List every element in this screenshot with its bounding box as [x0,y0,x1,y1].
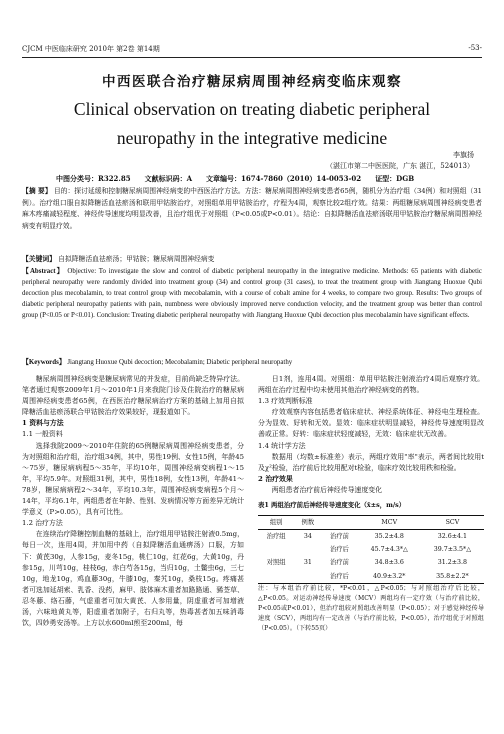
general-data-paragraph: 选择我院2009～2010年住院的65例糖尿病周围神经病变患者，分为对照组和治疗组，治疗组34例，其中，男性19例、女性15例，年龄45～75岁，糖尿病病程5～35年，平均10年，周围神经病变病程1～15年，平均5.9年。对照组31例，其中，男性18例，女性13例，年龄41～78岁，糖尿病病程2～34年，平均10.3年，周围神经病变病程5个月～14年，平均6.1年，两组患者在年龄、性别、发病情况等方面差异无统计学意义（P>0.05），具有可比性。 [22,441,244,517]
abstract-chinese [22,186,482,232]
doc-code: 文献标识码：A [144,174,193,183]
affiliation: （湛江市第二中医医院，广东 湛江，524013） [326,162,474,170]
table-header-cell: MCV [358,516,421,530]
results-paragraph: 两组患者治疗前后神经传导速度变化 [271,485,383,494]
table-cell: 35.8±2.2* [421,570,484,584]
table-cell [294,570,321,584]
classification-line [56,174,448,184]
keywords-en-text: Jiangtang Huoxue Qubi decoction; Mecobalamin; Diabetic peripheral neuropathy [67,359,293,366]
table-header-cell: SCV [421,516,484,530]
table-cell: 对照组 [266,559,286,567]
header-rule [22,57,482,58]
table-cell: 治疗后 [330,546,349,554]
title-english: Clinical observation on treating diabetic peripheral neuropathy in the integrative medicine [73,99,431,148]
table-cell: 治疗前 [330,559,349,567]
table-row [258,530,484,544]
author: 李旗扬 [453,151,474,159]
left-column [22,374,244,629]
table-cell: 32.6±4.1 [437,533,468,541]
subsection-heading-1-2: 1.2 治疗方法 [22,519,63,528]
section-heading-2: 2 治疗效果 [258,474,293,483]
abstract-english [22,266,482,321]
table-row [258,570,484,584]
keywords-en-label: 【Keywords】 [22,359,66,366]
abstract-cn-text: 目的：探讨延缓和控制糖尿病周围神经病变的中西医治疗方法。方法：糖尿病周围神经病变患者65例，随机分为治疗组（34例）和对照组（31例）。治疗组口服自拟降糖活血祛瘀汤和联用甲钴胺治疗，对照组单用甲钴胺治疗，疗程为4周，观察比较2组疗效。结果：两组糖尿病周围神经病变患者麻木疼痛减轻程度、神经传导速度均明显改善，且治疗组优于对照组（P<0.05或P<0.01）。结论：自拟降糖活血祛瘀汤联用甲钴胺治疗糖尿病周围神经病变有明显疗效。 [22,187,482,230]
title-chinese: 中西医联合治疗糖尿病周围神经病变临床观察 [102,74,402,90]
table-header-row [258,516,484,530]
keywords-english [22,356,482,366]
table-cell: 31 [303,559,312,567]
subsection-heading-1-4: 1.4 统计学方法 [258,441,306,450]
abstract-en-label: 【Abstract】 [22,268,65,275]
table-header-cell: 组别 [258,516,294,530]
table-cell: 治疗前 [330,533,349,541]
treatment-cont-paragraph: 日1剂，连用4周。对照组：单用甲钴胺注射液治疗4周后观察疗效。两组在治疗过程中均未使用其他治疗神经病变的药物。 [258,375,484,395]
table-cell: 40.9±3.2* [358,570,421,584]
intro-paragraph: 糖尿病周围神经病变是糖尿病常见的并发症，目前尚缺乏特异疗法。笔者通过观察2009年1月～2010年1月来我院门诊及住院治疗的糖尿病周围神经病变患者65例，在西医治疗糖尿病治疗方案的基础上加用自拟降糖活血祛瘀汤联合甲钴胺治疗效果较好，现报道如下。 [22,375,244,417]
table-cell: 治疗后 [321,570,357,584]
syndrome-type: 证型：DGB [375,174,415,183]
abstract-en-text: Objective: To investigate the slow and control of diabetic peripheral neuropathy in the integrative medicine. Methods: 65 patients with diabetic peripheral neuropathy were randomly divided into treatment group (34) and control group (31 cases), to treat the treatment group with Jiangtang Huoxue Qubi decoction plus mecobalamin, to treat control group with mecobalamin, with a course of cobalt amine for 4 weeks, to compare two group. Results: Two groups of diabetic peripheral neuropathy patients with pain, numbness were obviously improved nerve conduction velocity, and the treatment group was better than control group (P<0.05 or P<0.01). Conclusion: Treating diabetic peripheral neuropathy with Jiangtang Huoxue Qubi decoction plus mecobalamin have significant effects. [22,268,482,319]
page-number: -53- [468,44,482,52]
table-row [258,543,484,556]
table-cell [258,570,294,584]
criteria-paragraph: 疗效观察内容包括患者临床症状、神经系统体征、神经电生理检查。分为显效、好转和无效。显效：临床症状明显减轻，神经传导速度明显改善或正常。好转：临床症状轻度减轻，无效：临床症状无改善。 [258,408,484,439]
table-cell: 治疗组 [266,533,286,541]
journal-info: CJCM 中医临床研究 2010年 第2卷 第14期 [22,45,160,53]
treatment-method-paragraph: 在连续治疗降糖控制血糖的基础上，治疗组用甲钴胺注射液0.5mg，每日一次，连用4周，并加用中药（自拟降糖活血通痹汤）口服，方如下：黄芪30g，人参15g，麦冬15g，桃仁10g，红花6g，大黄10g，丹参15g，川芎10g，桂枝6g，赤白芍各15g，当归10g，土鳖虫6g，三七10g，地龙10g，鸡血藤30g，牛膝10g，秦艽10g，桑枝15g。疼痛甚者可选加延胡索、乳香、没药，麻甲、肢体麻木重者加路路通、豨莶草、忍冬藤、络石藤，气虚重者可加大黄芪、人参用量，阴虚重者可加增液汤，六味地黄丸等，阳虚重者加附子，右归丸等，热毒甚者加五味消毒饮，四妙勇安汤等。上方以水600ml煎至200ml，每 [22,530,244,628]
table-cell: 45.7±4.3*△ [370,546,408,554]
right-column [258,374,484,634]
table-caption: 表1 两组治疗前后神经传导速度变化（x̄±s，m/s） [258,501,406,510]
abstract-cn-label: 【摘 要】 [22,187,52,195]
clc-number: 中图分类号：R322.85 [56,174,131,183]
table-row [258,556,484,569]
table-cell: 34.8±3.6 [374,559,404,567]
statistics-paragraph: 数据用（均数±标准差）表示，两组疗效用"率"表示，两者间比较用t及χ²检验，治疗前后比较用配对t检验，临床疗效比较用秩和检验。 [258,452,484,472]
article-number: 文章编号：1674-7860（2010）14-0053-02 [206,174,362,183]
table-note: 注：与本组治疗前比较，*P<0.01，△P<0.05；与对照组治疗后比较，△P<0.05。对运动神经传导速度（MCV）两组均有一定疗效（与治疗前比较，P<0.05或P<0.01），但治疗组较对照组改善明显（P<0.05）；对于感觉神经传导速度（SCV），两组均有一定改善（与治疗前比较，P<0.05），治疗组优于对照组（P<0.05）。（下转55页） [258,584,484,632]
subsection-heading-1-1: 1.1 一般资料 [22,430,63,439]
running-header [22,44,482,56]
subsection-heading-1-3: 1.3 疗效判断标准 [258,397,313,406]
table-cell [258,543,294,556]
keywords-cn-label: 【关键词】 [22,255,56,263]
section-heading-1: 1 资料与方法 [22,419,64,428]
table-header-cell [321,516,357,530]
table-header-cell: 例数 [294,516,321,530]
table-cell: 34 [303,533,312,541]
table-cell [294,543,321,556]
keywords-cn-text: 自拟降糖活血祛瘀汤；甲钴胺；糖尿病周围神经病变 [58,255,215,263]
table-cell: 31.2±3.8 [437,559,468,567]
table-cell: 35.2±4.8 [374,533,404,541]
table-cell: 39.7±3.5*△ [433,546,472,554]
keywords-chinese [22,253,482,263]
results-table [258,515,484,583]
